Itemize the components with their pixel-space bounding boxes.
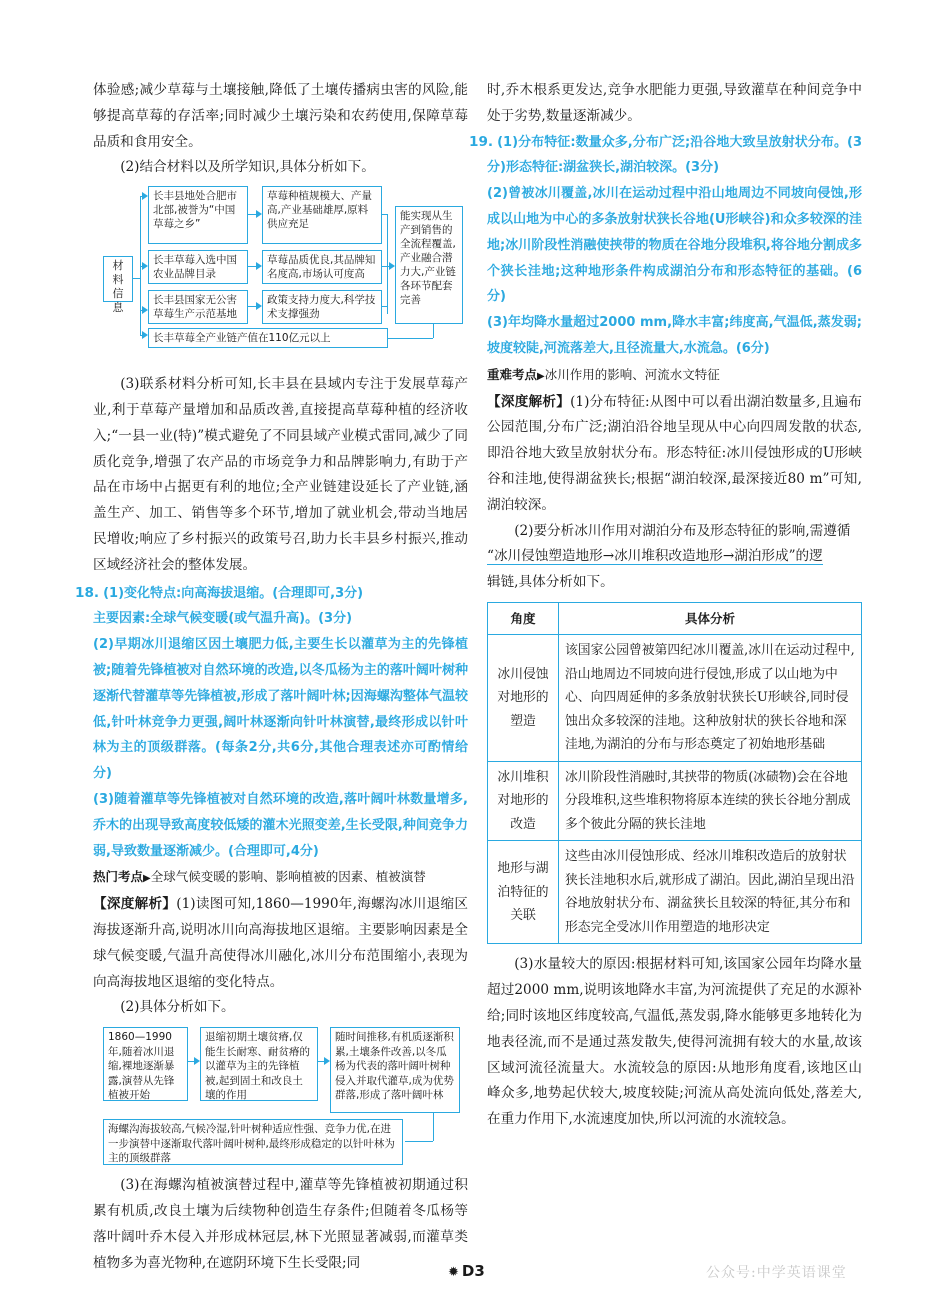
paragraph: (2)结合材料以及所学知识,具体分析如下。 <box>120 159 375 176</box>
paragraph: (2)要分析冰川作用对湖泊分布及形态特征的影响,需遵循 <box>514 522 851 539</box>
table-cell: 冰川堆积对地形的改造 <box>488 761 559 841</box>
table-header: 具体分析 <box>559 602 862 635</box>
table-row <box>488 635 862 762</box>
material-source-label: 材料信息 <box>103 256 133 302</box>
answer-line: (2)曾被冰川覆盖,冰川在运动过程中沿山地周边不同坡向侵蚀,形成以山地为中心的多条放射状狭长谷地(U形峡谷)和众多较深的洼地;冰川阶段性消融使挟带的物质在谷地分段堆积,将谷地分割成多个狭长洼地;这种地形条件构成湖泊分布和形态特征的基础。(6分) <box>487 186 862 305</box>
answer-line: (1)分布特征:数量众多,分布广泛;沿谷地大致呈放射状分布。(3分)形态特征:湖盆狭长,湖泊较深。(3分) <box>487 134 862 176</box>
paragraph: (1)读图可知,1860—1990年,海螺沟冰川退缩区海拔逐渐升高,说明冰川向高海拔地区退缩。主要影响因素是全球气候变暖,气温升高使得冰川融化,冰川分布范围缩小,表现为向高海拔地区退缩的变化特点。 <box>93 896 469 990</box>
answer-line: (1)变化特点:向高海拔退缩。(合理即可,3分) <box>103 585 364 601</box>
answer-line: (3)随着灌草等先锋植被对自然环境的改造,落叶阔叶林数量增多,乔木的出现导致高度较低矮的灌木光照变差,生长受限,种间竞争力弱,导致数量逐渐减少。(合理即可,4分) <box>93 791 468 859</box>
material-analysis-diagram <box>93 184 468 366</box>
material-item-2: 长丰草莓入选中国农业品牌目录 <box>148 250 248 284</box>
paragraph: (1)分布特征:从图中可以看出湖泊数量多,且遍布公园范围,分布广泛;湖泊沿谷地呈现从中心向四周发散的状态,即沿谷地大致呈放射状分布。形态特征:冰川侵蚀形成的U形峡谷和洼地,使得湖盆狭长;根据“湖泊较深,最深接近80 m”可知,湖泊较深。 <box>487 393 863 513</box>
hot-topic-label: 热门考点 <box>93 869 144 885</box>
analysis-item-3: 政策支持力度大,科学技术支撑强劲 <box>262 290 382 324</box>
material-item-3: 长丰县国家无公害草莓生产示范基地 <box>148 290 248 324</box>
paragraph: 辑链,具体分析如下。 <box>487 574 614 591</box>
analysis-item-1: 草莓种植规模大、产量高,产业基础雄厚,原料供应充足 <box>262 186 382 244</box>
succession-step-2: 退缩初期土壤贫瘠,仅能生长耐寒、耐贫瘠的以灌草为主的先锋植被,起到固土和改良土壤的作用 <box>200 1027 318 1101</box>
succession-diagram <box>93 1025 468 1165</box>
table-cell: 冰川阶段性消融时,其挟带的物质(冰碛物)会在谷地分段堆积,这些堆积物将原本连续的狭长谷地分割成多个彼此分隔的狭长洼地 <box>559 761 862 841</box>
hot-topic-text: 全球气候变暖的影响、影响植被的因素、植被演替 <box>150 869 426 885</box>
table-cell: 地形与湖泊特征的关联 <box>488 841 559 944</box>
analysis-item-2: 草莓品质优良,其品牌知名度高,市场认可度高 <box>262 250 382 284</box>
table-row <box>488 841 862 944</box>
answer-line: (3)年均降水量超过2000 mm,降水丰富;纬度高,气温低,蒸发弱;坡度较陡,河流落差大,且径流量大,水流急。(6分) <box>487 315 862 356</box>
paragraph: (2)具体分析如下。 <box>120 999 235 1016</box>
material-item-4: 长丰草莓全产业链产值在110亿元以上 <box>148 328 388 348</box>
table-cell: 冰川侵蚀对地形的塑造 <box>488 635 559 762</box>
watermark: 公众号:中学英语课堂 <box>706 1265 847 1281</box>
right-column <box>469 78 863 1133</box>
paragraph: (3)在海螺沟植被演替过程中,灌草等先锋植被初期通过积累有机质,改良土壤为后续物种创造生存条件;但随着冬瓜杨等落叶阔叶乔木侵入并形成林冠层,林下光照显著减弱,而灌草类植物多为喜光物种,在遮阴环境下生长受限;同 <box>93 1177 468 1271</box>
deep-analysis-label: 【深度解析】 <box>487 393 571 410</box>
triangle-icon: ▶ <box>143 873 151 885</box>
analysis-table <box>487 602 862 945</box>
paragraph: (3)联系材料分析可知,长丰县在县域内专注于发展草莓产业,利于草莓产量增加和品质改善,直接提高草莓种植的经济收入;“一县一业(特)”模式避免了不同县域产业模式雷同,减少了同质化竞争,增强了农产品的市场竞争力和品牌影响力,有助于产品在市场中占据更有利的地位;全产业链建设延长了产业链,涵盖生产、加工、销售等多个环节,增加了就业机会,带动当地居民增收;响应了乡村振兴的政策号召,助力长丰县乡村振兴,推动区域经济社会的整体发展。 <box>93 376 468 573</box>
succession-step-1: 1860—1990年,随着冰川退缩,裸地逐渐暴露,演替从先锋植被开始 <box>103 1027 188 1101</box>
table-cell: 该国家公园曾被第四纪冰川覆盖,冰川在运动过程中,沿山地周边不同坡向进行侵蚀,形成了以山地为中心、向四周延伸的多条放射状狭长U形峡谷,同时侵蚀出众多较深的洼地。这种放射状的狭长谷地和深洼地,为湖泊的分布与形态奠定了初始地形基础 <box>559 635 862 762</box>
table-cell: 这些由冰川侵蚀形成、经冰川堆积改造后的放射状狭长洼地积水后,就形成了湖泊。因此,湖泊呈现出沿谷地放射状分布、湖盆狭长且较深的特征,其分布和形态完全受冰川作用塑造的地形决定 <box>559 841 862 944</box>
answer-line: 主要因素:全球气候变暖(或气温升高)。(3分) <box>93 611 353 627</box>
table-row <box>488 761 862 841</box>
logic-chain-highlight: “冰川侵蚀塑造地形→冰川堆积改造地形→湖泊形成”的逻 <box>487 548 823 565</box>
paragraph: (3)水量较大的原因:根据材料可知,该国家公园年均降水量超过2000 mm,说明该地降水丰富,为河流提供了充足的水源补给;同时该地区纬度较高,气温低,蒸发弱,降水能够更多地转化为地表径流,而不是通过蒸发散失,使得河流拥有较大的水量,故该区域河流径流量大。水流较急的原因:从地形角度看,该地区山峰众多,地势起伏较大,坡度较陡;河流从高处流向低处,落差大,在重力作用下,水流速度加快,所以河流的水流较急。 <box>487 956 862 1128</box>
succession-step-3: 随时间推移,有机质逐渐积累,土壤条件改善,以冬瓜杨为代表的落叶阔叶树种侵入并取代灌草,成为优势群落,形成了落叶阔叶林 <box>330 1027 460 1113</box>
triangle-icon: ▶ <box>537 370 545 382</box>
page-number: ✹ D3 <box>448 1262 485 1280</box>
question-number: 19. <box>469 133 494 150</box>
paragraph: 时,乔木根系更发达,竞争水肥能力更强,导致灌草在种间竞争中处于劣势,数量逐渐减少。 <box>487 82 862 124</box>
material-item-1: 长丰县地处合肥市北部,被誉为“中国草莓之乡” <box>148 186 248 244</box>
answer-line: (2)早期冰川退缩区因土壤肥力低,主要生长以灌草为主的先锋植被;随着先锋植被对自然环境的改造,以冬瓜杨为主的落叶阔叶树种逐渐代替灌草等先锋植被,形成了落叶阔叶林;因海螺沟整体气温较低,针叶林竞争力更强,阔叶林逐渐向针叶林演替,最终形成以针叶林为主的顶级群落。(每条2分,共6分,其他合理表述亦可酌情给分) <box>93 637 468 782</box>
deep-analysis-label: 【深度解析】 <box>93 896 177 913</box>
analysis-result: 能实现从生产到销售的全流程覆盖,产业融合潜力大,产业链各环节配套完善 <box>395 206 463 324</box>
left-column <box>75 78 469 1276</box>
table-header: 角度 <box>488 602 559 635</box>
succession-step-4: 海螺沟海拔较高,气候冷湿,针叶树种适应性强、竞争力优,在进一步演替中逐渐取代落叶阔叶树种,最终形成稳定的以针叶林为主的顶级群落 <box>103 1119 403 1165</box>
question-number: 18. <box>75 584 100 601</box>
gear-icon: ✹ <box>448 1265 459 1280</box>
key-topic-label: 重难考点 <box>487 366 538 382</box>
paragraph: 体验感;减少草莓与土壤接触,降低了土壤传播病虫害的风险,能够提高草莓的存活率;同时减少土壤污染和农药使用,保障草莓品质和食用安全。 <box>93 82 468 150</box>
key-topic-text: 冰川作用的影响、河流水文特征 <box>544 366 720 382</box>
page-footer <box>0 1262 950 1292</box>
